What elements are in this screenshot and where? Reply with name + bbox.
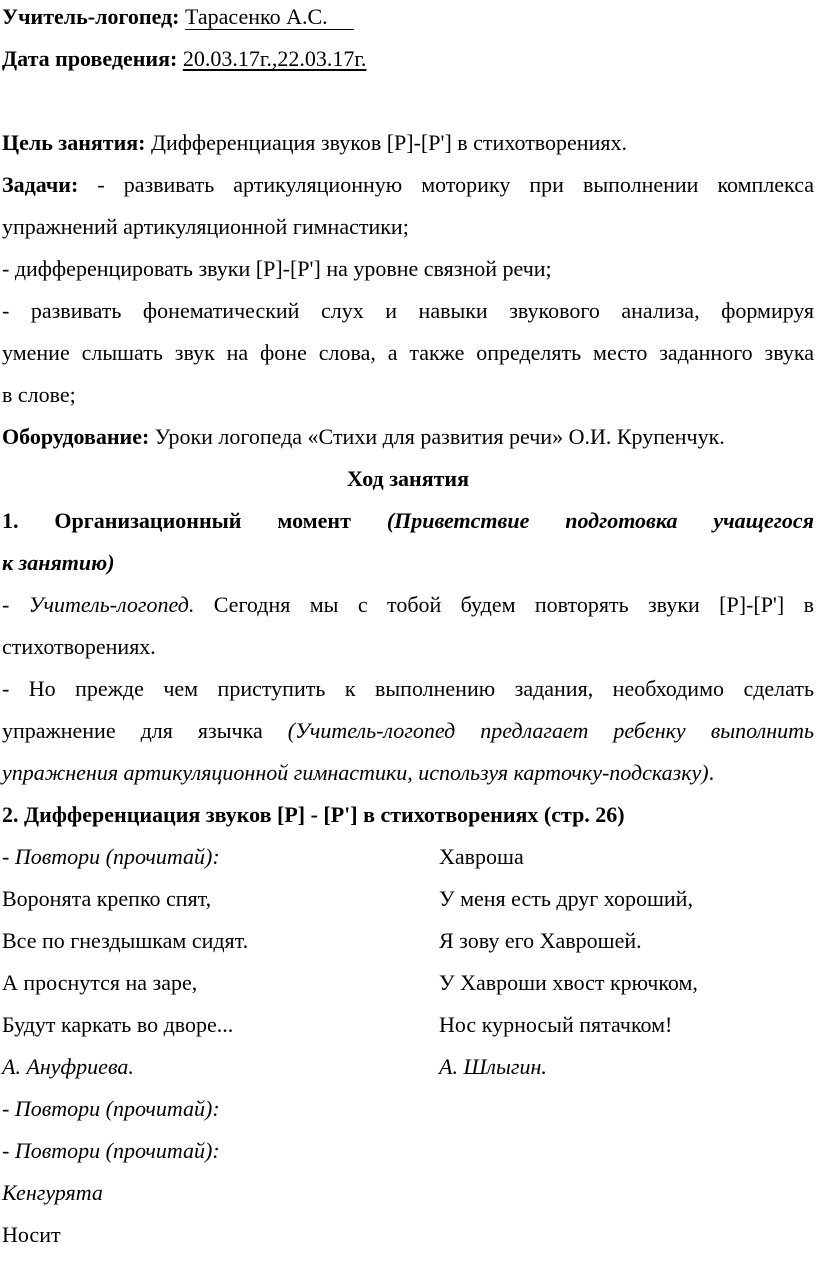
tasks-label: Задачи: bbox=[2, 172, 79, 197]
tasks-line-1 bbox=[2, 171, 814, 199]
right-poem-line: У меня есть друг хороший, bbox=[439, 886, 693, 911]
left-poem-instruction bbox=[2, 843, 220, 871]
tasks-line-3: - дифференцировать звуки [Р]-[Р'] на уровне связной речи; bbox=[2, 256, 552, 281]
left-poem-line: Воронята крепко спят, bbox=[2, 886, 212, 911]
p1-dash: - bbox=[2, 592, 10, 617]
left-poem-line: А проснутся на заре, bbox=[2, 970, 198, 995]
course-title: Ход занятия bbox=[346, 466, 469, 491]
left-poem-instruction-text: Повтори (прочитай): bbox=[14, 844, 220, 869]
date-line bbox=[2, 45, 366, 73]
section1-heading bbox=[2, 507, 814, 535]
date-value: 20.03.17г.,22.03.17г. bbox=[182, 46, 367, 71]
right-poem-title: Хавроша bbox=[439, 844, 524, 869]
p2-italic-line3: упражнения артикуляционной гимнастики, используя карточку-подсказку) bbox=[2, 760, 709, 785]
third-poem-title: Кенгурята bbox=[2, 1180, 103, 1205]
date-label: Дата проведения: bbox=[2, 46, 178, 71]
repeat-instruction-2 bbox=[2, 1137, 220, 1165]
left-poem-line: Все по гнездышкам сидят. bbox=[2, 928, 249, 953]
repeat2-text: Повтори (прочитай): bbox=[14, 1138, 220, 1163]
p1-role: Учитель-логопед. bbox=[28, 592, 195, 617]
left-poem-dash: - bbox=[2, 844, 10, 869]
right-poem-line: Я зову его Хаврошей. bbox=[439, 928, 642, 953]
teacher-value: Тарасенко А.С. bbox=[185, 5, 354, 30]
tasks-line1-text: - развивать артикуляционную моторику при выполнении комплекса bbox=[97, 172, 814, 197]
p2-end: . bbox=[708, 760, 715, 785]
right-poem-line: Нос курносый пятачком! bbox=[439, 1012, 673, 1037]
section1-note-line2: к занятию) bbox=[2, 550, 115, 575]
teacher-label: Учитель-логопед: bbox=[2, 4, 180, 29]
repeat1-dash: - bbox=[2, 1096, 10, 1121]
goal-line bbox=[2, 129, 627, 157]
goal-label: Цель занятия: bbox=[2, 130, 146, 155]
section1-paragraph2-line1: - Но прежде чем приступить к выполнению задания, необходимо сделать bbox=[2, 676, 814, 701]
section1-paragraph2-line3 bbox=[2, 759, 714, 787]
section1-paragraph2-line2 bbox=[2, 717, 814, 745]
equipment-label: Оборудование: bbox=[2, 424, 150, 449]
tasks-line-2: упражнений артикуляционной гимнастики; bbox=[2, 214, 409, 239]
left-poem-line: Будут каркать во дворе... bbox=[2, 1012, 234, 1037]
left-poem-author: А. Ануфриева. bbox=[2, 1054, 134, 1079]
tasks-line-6: в слове; bbox=[2, 382, 76, 407]
section1-title: 1. Организационный момент bbox=[2, 508, 351, 533]
section2-title: 2. Дифференциация звуков [Р] - [Р'] в стихотворениях (стр. 26) bbox=[2, 802, 625, 827]
teacher-line bbox=[2, 3, 354, 31]
p1-text: Сегодня мы с тобой будем повторять звуки [Р]-[Р'] в bbox=[213, 592, 814, 617]
tasks-line-4: - развивать фонематический слух и навыки звукового анализа, формируя bbox=[2, 298, 814, 323]
goal-text: Дифференциация звуков [Р]-[Р'] в стихотворениях. bbox=[150, 130, 627, 155]
section1-note: (Приветствие подготовка учащегося bbox=[386, 508, 814, 533]
section1-paragraph1-line2: стихотворениях. bbox=[2, 634, 156, 659]
equipment-line bbox=[2, 423, 725, 451]
right-poem-line: У Хавроши хвост крючком, bbox=[439, 970, 698, 995]
p2-plain: упражнение для язычка bbox=[2, 718, 263, 743]
p2-italic: (Учитель-логопед предлагает ребенку выполнить bbox=[287, 718, 815, 743]
section1-paragraph1 bbox=[2, 591, 814, 619]
right-poem-author: А. Шлыгин. bbox=[439, 1054, 547, 1079]
third-poem-line: Носит bbox=[2, 1222, 61, 1247]
repeat2-dash: - bbox=[2, 1138, 10, 1163]
repeat1-text: Повтори (прочитай): bbox=[14, 1096, 220, 1121]
equipment-text: Уроки логопеда «Стихи для развития речи» О.И. Крупенчук. bbox=[154, 424, 725, 449]
repeat-instruction-1 bbox=[2, 1095, 220, 1123]
tasks-line-5: умение слышать звук на фоне слова, а также определять место заданного звука bbox=[2, 340, 814, 365]
